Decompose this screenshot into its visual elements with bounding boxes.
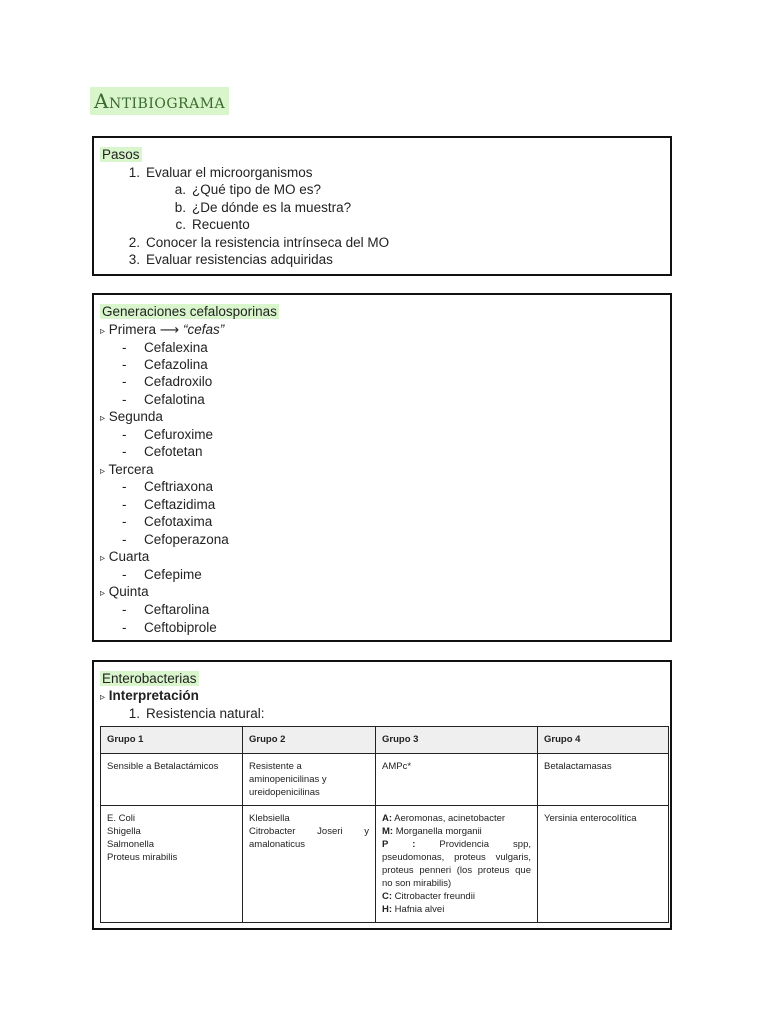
table-cell: AMPc* <box>376 754 538 806</box>
generation-segunda: ▹ Segunda <box>100 409 163 424</box>
generation-primera: ▹ Primera ⟶ “cefas” <box>100 322 225 337</box>
generation-cuarta: ▹ Cuarta <box>100 549 150 564</box>
bullet-icon: ▹ <box>100 413 106 424</box>
step-2: 2. Conocer la resistencia intrínseca del MO <box>128 235 390 250</box>
pasos-heading: Pasos <box>102 147 140 162</box>
table-cell: Betalactamasas <box>538 754 669 806</box>
bullet-icon: ▹ <box>100 692 106 703</box>
table-header: Grupo 1 <box>101 727 243 754</box>
drug-item: - Cefalexina <box>122 340 208 355</box>
bullet-icon: ▹ <box>100 553 106 564</box>
resistance-table <box>100 726 669 923</box>
table-cell: A: Aeromonas, acinetobacter M: Morganella morganii P : Providencia spp, pseudomonas, proteus vulgaris, proteus penneri (los proteus que no son mirabilis) C: Citrobacter freundii H: Hafnia alvei <box>376 806 538 923</box>
table-cell: Klebsiella Citrobacter Joseri y amalonaticus <box>243 806 376 923</box>
table-cell: Resistente a aminopenicilinas y ureidopenicilinas <box>243 754 376 806</box>
table-cell: E. Coli Shigella Salmonella Proteus mirabilis <box>101 806 243 923</box>
cefalosporinas-box <box>92 293 672 642</box>
drug-item: - Ceftobiprole <box>122 620 217 635</box>
drug-item: - Cefotaxima <box>122 514 213 529</box>
table-header: Grupo 3 <box>376 727 538 754</box>
table-row <box>101 754 669 806</box>
generation-tercera: ▹ Tercera <box>100 462 154 477</box>
drug-item: - Cefalotina <box>122 392 205 407</box>
substep-b: b. ¿De dónde es la muestra? <box>174 200 352 215</box>
table-row <box>101 806 669 923</box>
drug-item: - Ceftriaxona <box>122 479 214 494</box>
table-header: Grupo 2 <box>243 727 376 754</box>
drug-item: - Cefotetan <box>122 444 203 459</box>
bullet-icon: ▹ <box>100 588 106 599</box>
table-cell: Sensible a Betalactámicos <box>101 754 243 806</box>
bullet-icon: ▹ <box>100 466 106 477</box>
drug-item: - Cefazolina <box>122 357 208 372</box>
cefalosporinas-heading: Generaciones cefalosporinas <box>102 304 277 319</box>
step-1: 1. Evaluar el microorganismos <box>128 165 313 180</box>
table-cell: Yersinia enterocolítica <box>538 806 669 923</box>
enterobacterias-box <box>92 660 672 930</box>
substep-a: a. ¿Qué tipo de MO es? <box>174 182 322 197</box>
drug-item: - Cefoperazona <box>122 532 229 547</box>
bullet-icon: ▹ <box>100 326 106 337</box>
step-3: 3. Evaluar resistencias adquiridas <box>128 252 333 267</box>
drug-item: - Cefepime <box>122 567 202 582</box>
table-header-row <box>101 727 669 754</box>
drug-item: - Cefuroxime <box>122 427 214 442</box>
drug-item: - Ceftarolina <box>122 602 210 617</box>
arrow-icon: ⟶ <box>159 322 180 337</box>
enterobacterias-heading: Enterobacterias <box>102 671 197 686</box>
generation-quinta: ▹ Quinta <box>100 584 149 599</box>
drug-item: - Cefadroxilo <box>122 374 213 389</box>
table-header: Grupo 4 <box>538 727 669 754</box>
substep-c: c. Recuento <box>175 217 250 232</box>
drug-item: - Ceftazidima <box>122 497 216 512</box>
page-title: Antibiograma <box>90 87 229 115</box>
interpretacion-heading: ▹ Interpretación <box>100 688 199 703</box>
pasos-box <box>92 136 672 276</box>
resistencia-item: 1. Resistencia natural: <box>128 706 265 721</box>
